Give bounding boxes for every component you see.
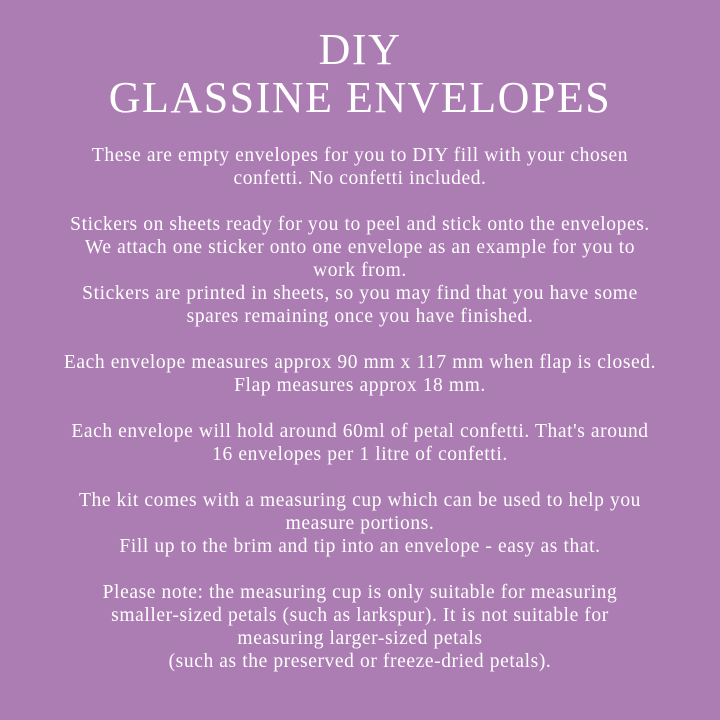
- text-line: Each envelope measures approx 90 mm x 117 mm when flap is closed.: [63, 352, 657, 373]
- text-line: We attach one sticker onto one envelope as an example for you to: [84, 237, 636, 258]
- paragraph-contents: [0, 144, 720, 190]
- text-line: confetti. No confetti included.: [233, 168, 487, 189]
- text-line: Please note: the measuring cup is only suitable for measuring: [102, 582, 618, 603]
- paragraph-capacity: [0, 420, 720, 466]
- text-line: work from.: [313, 260, 407, 281]
- title-line-2: GLASSINE ENVELOPES: [108, 73, 612, 122]
- page-title: [0, 26, 720, 122]
- paragraph-dimensions: [0, 351, 720, 397]
- title-line-1: DIY: [318, 25, 402, 74]
- text-line: measuring larger-sized petals: [237, 628, 483, 649]
- text-line: These are empty envelopes for you to DIY fill with your chosen: [91, 145, 629, 166]
- text-line: Stickers are printed in sheets, so you may find that you have some: [82, 283, 638, 304]
- text-line: smaller-sized petals (such as larkspur). It is not suitable for: [111, 605, 609, 626]
- text-line: (such as the preserved or freeze-dried petals).: [168, 651, 552, 672]
- text-line: Each envelope will hold around 60ml of petal confetti. That's around: [71, 421, 649, 442]
- text-line: measure portions.: [285, 513, 435, 534]
- description-body: [0, 144, 720, 673]
- paragraph-stickers: [0, 213, 720, 328]
- text-line: Flap measures approx 18 mm.: [234, 375, 486, 396]
- text-line: 16 envelopes per 1 litre of confetti.: [212, 444, 508, 465]
- paragraph-measuring-cup: [0, 489, 720, 558]
- text-line: Stickers on sheets ready for you to peel and stick onto the envelopes.: [70, 214, 650, 235]
- text-line: Fill up to the brim and tip into an envelope - easy as that.: [119, 536, 601, 557]
- paragraph-note: [0, 581, 720, 673]
- text-line: spares remaining once you have finished.: [186, 306, 534, 327]
- text-line: The kit comes with a measuring cup which can be used to help you: [78, 490, 642, 511]
